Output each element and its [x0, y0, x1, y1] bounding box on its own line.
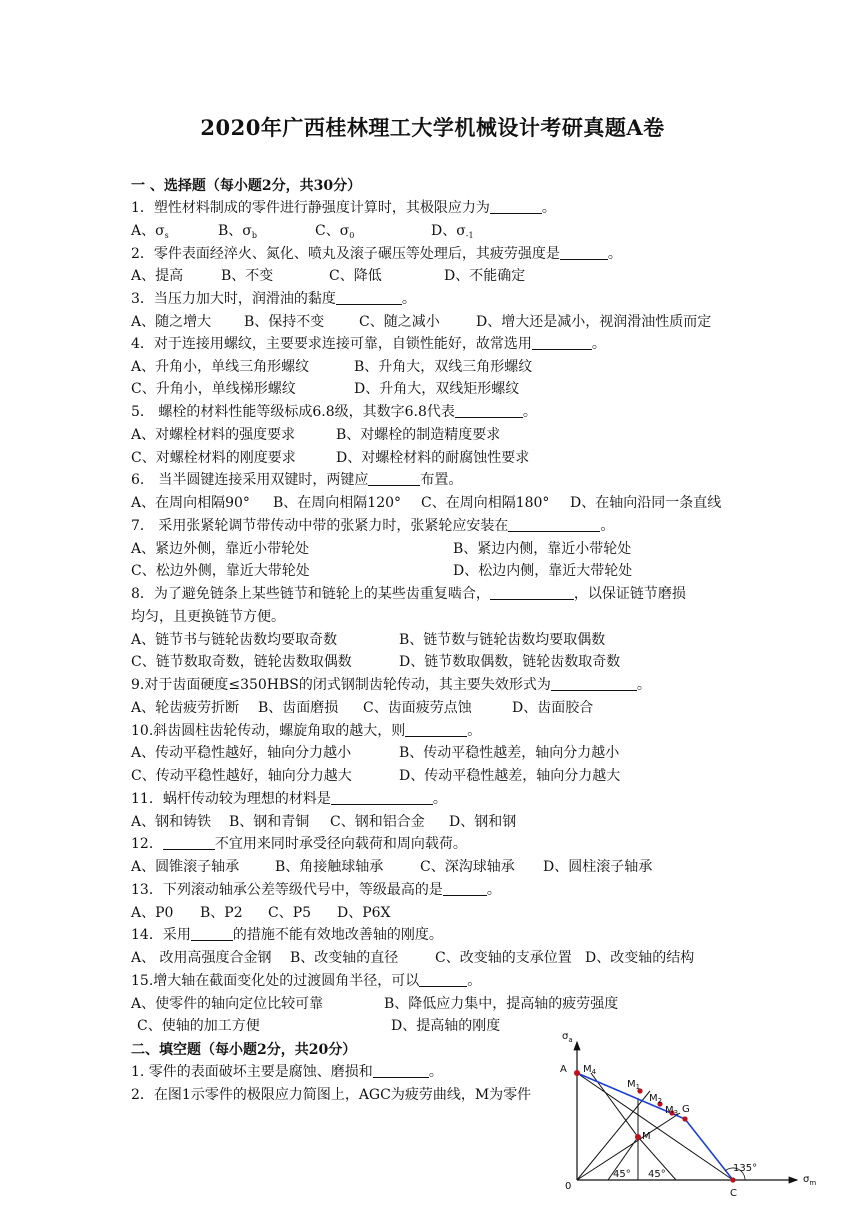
question-end: 。 [401, 291, 416, 307]
option-d: D、P6X [337, 905, 391, 921]
option-b: B、紧边内侧，靠近小带轮处 [453, 541, 632, 557]
option-d: D、升角大，双线矩形螺纹 [354, 381, 520, 397]
question-14-text: 14．采用 [131, 927, 191, 943]
option-a: A、对螺栓材料的强度要求 [131, 427, 296, 443]
question-end: 。 [467, 723, 482, 739]
question-end: 。 [600, 518, 615, 534]
option-c: C、降低 [329, 268, 382, 284]
question-6-text: 6． 当半圆键连接采用双键时，两键应 [131, 472, 369, 488]
question-end: 。 [636, 677, 651, 693]
option-c: C、链节数取奇数，链轮齿数取偶数 [131, 654, 352, 670]
x-axis-label: $\sigma_m$ [803, 1174, 817, 1187]
fill-question-1-text: 1. 零件的表面破坏主要是腐蚀、磨损和 [131, 1064, 373, 1080]
fill-question-2: 2．在图1示零件的极限应力简图上，AGC为疲劳曲线，M为零件 [131, 1087, 532, 1103]
option-a: A、钢和铸铁 [131, 814, 212, 830]
option-c: C、在周向相隔180° [421, 495, 550, 511]
question-4-text: 4．对于连接用螺纹，主要要求连接可靠，自锁性能好，故常选用 [131, 336, 532, 352]
option-d: D、对螺栓材料的耐腐蚀性要求 [336, 450, 530, 466]
option-b: B、降低应力集中，提高轴的疲劳强度 [384, 996, 619, 1012]
option-b: B、链节数与链轮齿数均要取偶数 [399, 632, 606, 648]
label-angle-45-left: 45° [613, 1169, 631, 1180]
label-g: G [682, 1104, 690, 1115]
question-9-text: 9.对于齿面硬度≤350HBS的闭式钢制齿轮传动，其主要失效形式为 [131, 677, 551, 693]
question-1-text: 1．塑性材料制成的零件进行静强度计算时，其极限应力为 [131, 200, 490, 216]
option-c: C、传动平稳性越好，轴向分力越大 [131, 768, 352, 784]
origin-label: 0 [565, 1181, 572, 1192]
option-a: A、提高 [131, 268, 184, 284]
option-c: C、升角小，单线梯形螺纹 [131, 381, 296, 397]
question-10-text: 10.斜齿圆柱齿轮传动，螺旋角取的越大，则 [131, 723, 406, 739]
label-m3: $M_3$ [665, 1105, 679, 1117]
option-b: B、升角大，双线三角形螺纹 [354, 359, 533, 375]
question-end: ，以保证链节磨损 [573, 586, 686, 602]
option-d: D、钢和钢 [449, 814, 517, 830]
option-a: A、升角小，单线三角形螺纹 [131, 359, 310, 375]
question-15-text: 15.增大轴在截面变化处的过渡圆角半径，可以 [131, 973, 420, 989]
option-b: B、钢和青铜 [229, 814, 310, 830]
option-d: D、$\sigma_{-1}$ [431, 223, 474, 240]
option-c: C、P5 [268, 905, 312, 921]
label-a: A [560, 1064, 567, 1075]
option-a: A、紧边外侧，靠近小带轮处 [131, 541, 310, 557]
option-c: C、使轴的加工方便 [137, 1018, 260, 1034]
option-b: B、齿面磨损 [258, 700, 339, 716]
option-b: B、P2 [200, 905, 243, 921]
option-b: B、角接触球轴承 [275, 859, 384, 875]
option-a: A、轮齿疲劳折断 [131, 700, 240, 716]
question-number: 12． [131, 836, 163, 852]
option-c: C、改变轴的支承位置 [435, 950, 572, 966]
question-end: 。 [428, 1064, 443, 1080]
option-c: C、深沟球轴承 [420, 859, 515, 875]
question-3-text: 3．当压力加大时，润滑油的黏度 [131, 291, 336, 307]
point-m [635, 1134, 641, 1140]
question-5-text: 5． 螺栓的材料性能等级标成6.8级，其数字6.8代表 [131, 404, 455, 420]
option-a: A、 改用高强度合金钢 [131, 950, 272, 966]
option-a: A、随之增大 [131, 314, 212, 330]
option-b: B、传动平稳性越差，轴向分力越小 [399, 745, 620, 761]
label-m4: $M_4$ [583, 1064, 597, 1076]
label-angle-45-right: 45° [648, 1169, 666, 1180]
option-c: C、随之减小 [359, 314, 440, 330]
option-d: D、链节数取偶数，链轮齿数取奇数 [399, 654, 621, 670]
question-11-text: 11．蜗杆传动较为理想的材料是 [131, 791, 331, 807]
point-g [682, 1116, 687, 1121]
option-c: C、钢和铝合金 [330, 814, 425, 830]
option-d: D、松边内侧，靠近大带轮处 [453, 563, 633, 579]
option-a: A、$\sigma_s$ [131, 223, 169, 240]
option-d: D、传动平稳性越差，轴向分力越大 [399, 768, 621, 784]
option-d: D、改变轴的结构 [585, 950, 695, 966]
y-axis-label: $\sigma_a$ [562, 1031, 573, 1044]
option-a: A、使零件的轴向定位比较可靠 [131, 996, 324, 1012]
question-end: 。 [486, 882, 501, 898]
option-a: A、圆锥滚子轴承 [131, 859, 240, 875]
option-a: A、P0 [131, 905, 174, 921]
line-a-to-c [577, 1073, 733, 1180]
question-end: 。 [467, 973, 482, 989]
option-b: B、改变轴的直径 [290, 950, 399, 966]
point-c [730, 1177, 735, 1182]
option-a: A、传动平稳性越好，轴向分力越小 [131, 745, 352, 761]
question-end: 的措施不能有效地改善轴的刚度。 [232, 927, 443, 943]
label-m1: $M_1$ [627, 1079, 641, 1091]
label-angle-135: 135° [733, 1163, 758, 1174]
option-c: C、对螺栓材料的刚度要求 [131, 450, 296, 466]
option-d: D、在轴向沿同一条直线 [570, 495, 722, 511]
question-end: 。 [541, 200, 556, 216]
option-b: B、保持不变 [244, 314, 325, 330]
option-b: B、在周向相隔120° [273, 495, 402, 511]
label-m: M [642, 1131, 651, 1142]
question-end: 。 [607, 246, 622, 262]
question-end: 。 [522, 404, 537, 420]
question-8-text: 8．为了避免链条上某些链节和链轮上的某些齿重复啮合， [131, 586, 490, 602]
question-end: 布置。 [420, 472, 463, 488]
section-fill-heading: 二、填空题（每小题2分，共20分） [131, 1042, 357, 1058]
question-7-text: 7． 采用张紧轮调节带传动中带的张紧力时，张紧轮应安装在 [131, 518, 509, 534]
point-a [574, 1070, 580, 1076]
question-12-text: 不宜用来同时承受径向载荷和周向载荷。 [214, 836, 467, 852]
question-13-text: 13．下列滚动轴承公差等级代号中，等级最高的是 [131, 882, 443, 898]
option-a: A、链节书与链轮齿数均要取奇数 [131, 632, 338, 648]
option-d: D、提高轴的刚度 [391, 1018, 501, 1034]
option-d: D、圆柱滚子轴承 [543, 859, 653, 875]
section-choice-heading: 一 、选择题（每小题2分，共30分） [131, 178, 362, 194]
option-b: B、不变 [221, 268, 274, 284]
label-m2: $M_2$ [649, 1093, 663, 1105]
option-c: C、齿面疲劳点蚀 [363, 700, 472, 716]
option-c: C、松边外侧，靠近大带轮处 [131, 563, 310, 579]
question-8-line2: 均匀，且更换链节方便。 [131, 609, 285, 625]
option-c: C、$\sigma_0$ [315, 223, 355, 240]
question-2-text: 2．零件表面经淬火、氮化、喷丸及滚子碾压等处理后，其疲劳强度是 [131, 246, 560, 262]
question-end: 。 [591, 336, 606, 352]
option-d: D、齿面胶合 [512, 700, 594, 716]
label-c: C [730, 1188, 737, 1199]
option-d: D、不能确定 [444, 268, 526, 284]
question-end: 。 [432, 791, 447, 807]
option-b: B、对螺栓的制造精度要求 [336, 427, 501, 443]
option-d: D、增大还是减小，视润滑油性质而定 [476, 314, 712, 330]
option-a: A、在周向相隔90° [131, 495, 250, 511]
option-b: B、$\sigma_b$ [218, 223, 257, 240]
page-title: 2020年广西桂林理工大学机械设计考研真题A卷 [200, 115, 665, 140]
